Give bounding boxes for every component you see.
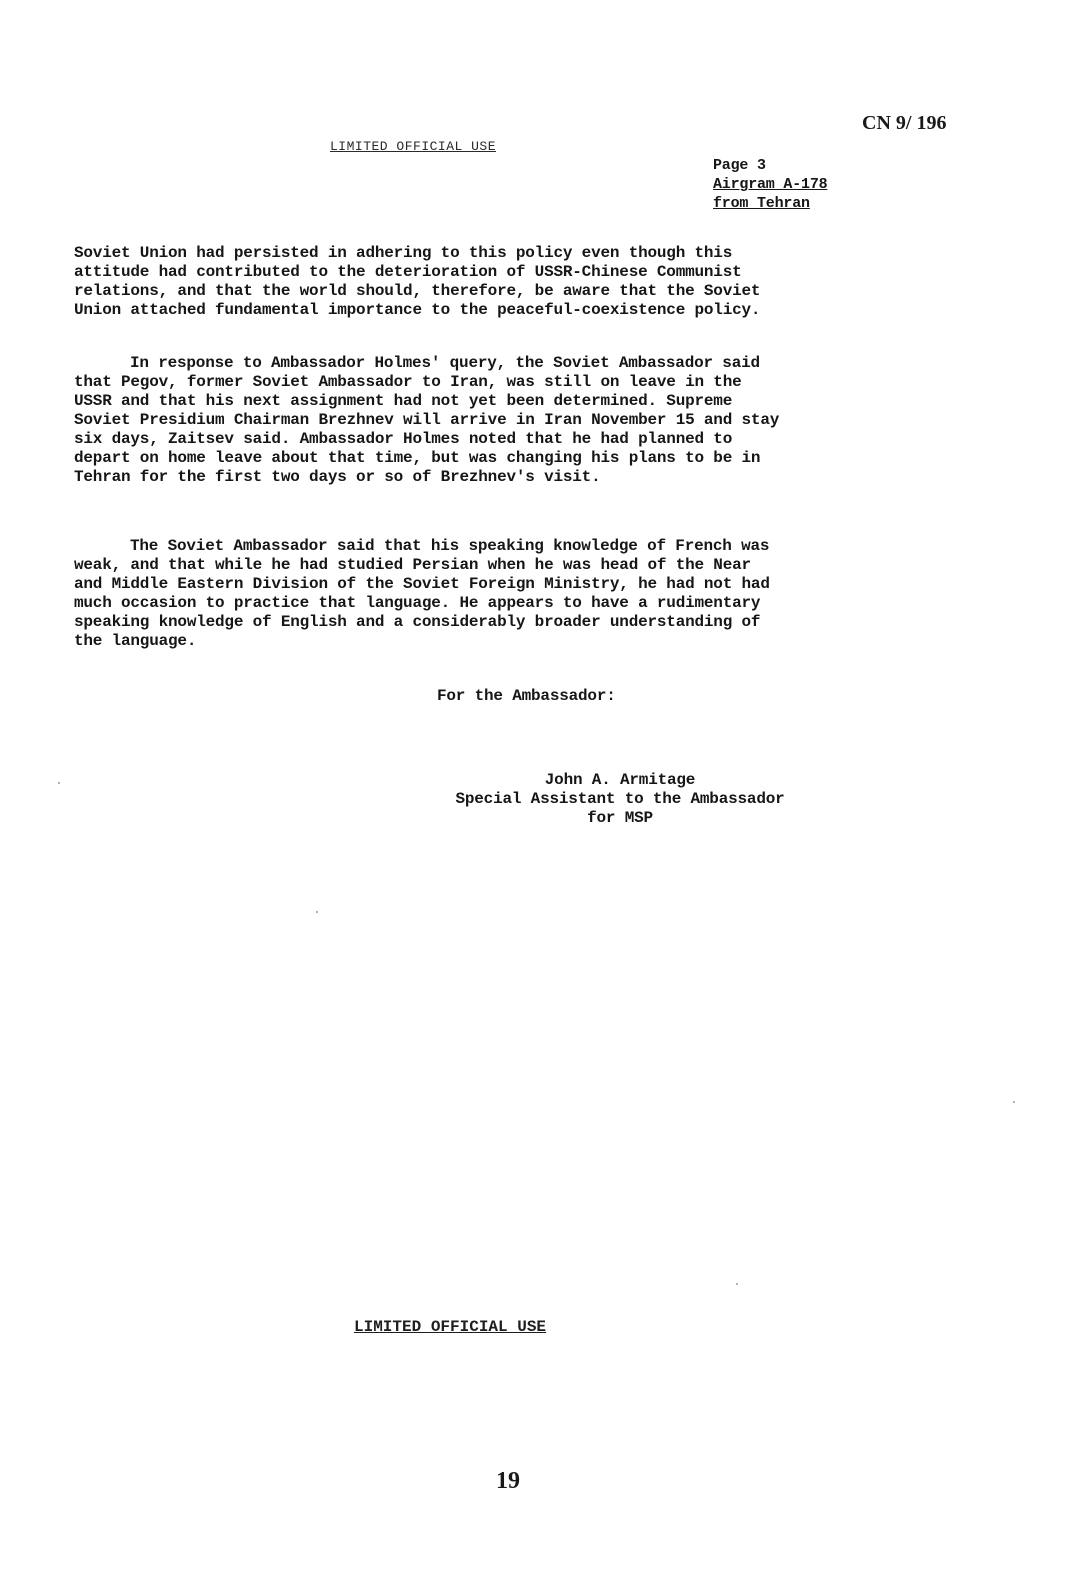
text-line: In response to Ambassador Holmes' query, the Soviet Ambassador said <box>130 354 760 372</box>
text-line: Soviet Union had persisted in adhering to this policy even though this <box>74 244 733 262</box>
classification-footer: LIMITED OFFICIAL USE <box>354 1318 547 1336</box>
text-line: USSR and that his next assignment had not yet been determined. Supreme <box>74 392 733 410</box>
paragraph-language-knowledge <box>74 537 904 651</box>
signer-program: for MSP <box>587 809 653 827</box>
signer-title: Special Assistant to the Ambassador <box>455 790 785 808</box>
signature-block <box>425 771 815 828</box>
scan-speck <box>316 911 318 913</box>
classification-header: LIMITED OFFICIAL USE <box>330 139 497 154</box>
page-reference-block <box>713 156 827 213</box>
signer-name: John A. Armitage <box>544 771 696 789</box>
text-line: relations, and that the world should, therefore, be aware that the Soviet <box>74 282 761 300</box>
text-line: the language. <box>74 632 197 650</box>
text-line: Soviet Presidium Chairman Brezhnev will arrive in Iran November 15 and stay <box>74 411 780 429</box>
scan-speck <box>58 782 60 784</box>
text-line: that Pegov, former Soviet Ambassador to Iran, was still on leave in the <box>74 373 742 391</box>
text-line: and Middle Eastern Division of the Soviet Foreign Ministry, he had not had <box>74 575 770 593</box>
text-line: six days, Zaitsev said. Ambassador Holmes noted that he had planned to <box>74 430 733 448</box>
text-line: depart on home leave about that time, but was changing his plans to be in <box>74 449 761 467</box>
scan-speck <box>736 1283 738 1285</box>
paragraph-pegov-brezhnev <box>74 354 904 487</box>
scan-speck <box>1013 1101 1015 1103</box>
text-line: Union attached fundamental importance to the peaceful-coexistence policy. <box>74 301 761 319</box>
text-line: much occasion to practice that language. He appears to have a rudimentary <box>74 594 761 612</box>
text-line: attitude had contributed to the deterioration of USSR-Chinese Communist <box>74 263 742 281</box>
text-line: speaking knowledge of English and a considerably broader understanding of <box>74 613 761 631</box>
origin-post: from Tehran <box>713 195 810 212</box>
file-number: CN 9/ 196 <box>862 112 947 134</box>
page-number: 19 <box>496 1468 520 1494</box>
airgram-number: Airgram A-178 <box>713 176 828 193</box>
text-line: The Soviet Ambassador said that his speaking knowledge of French was <box>130 537 770 555</box>
page-label: Page 3 <box>713 157 766 174</box>
text-line: weak, and that while he had studied Persian when he was head of the Near <box>74 556 751 574</box>
paragraph-continuation <box>74 244 904 320</box>
closing-line: For the Ambassador: <box>437 687 616 705</box>
text-line: Tehran for the first two days or so of Brezhnev's visit. <box>74 468 601 486</box>
